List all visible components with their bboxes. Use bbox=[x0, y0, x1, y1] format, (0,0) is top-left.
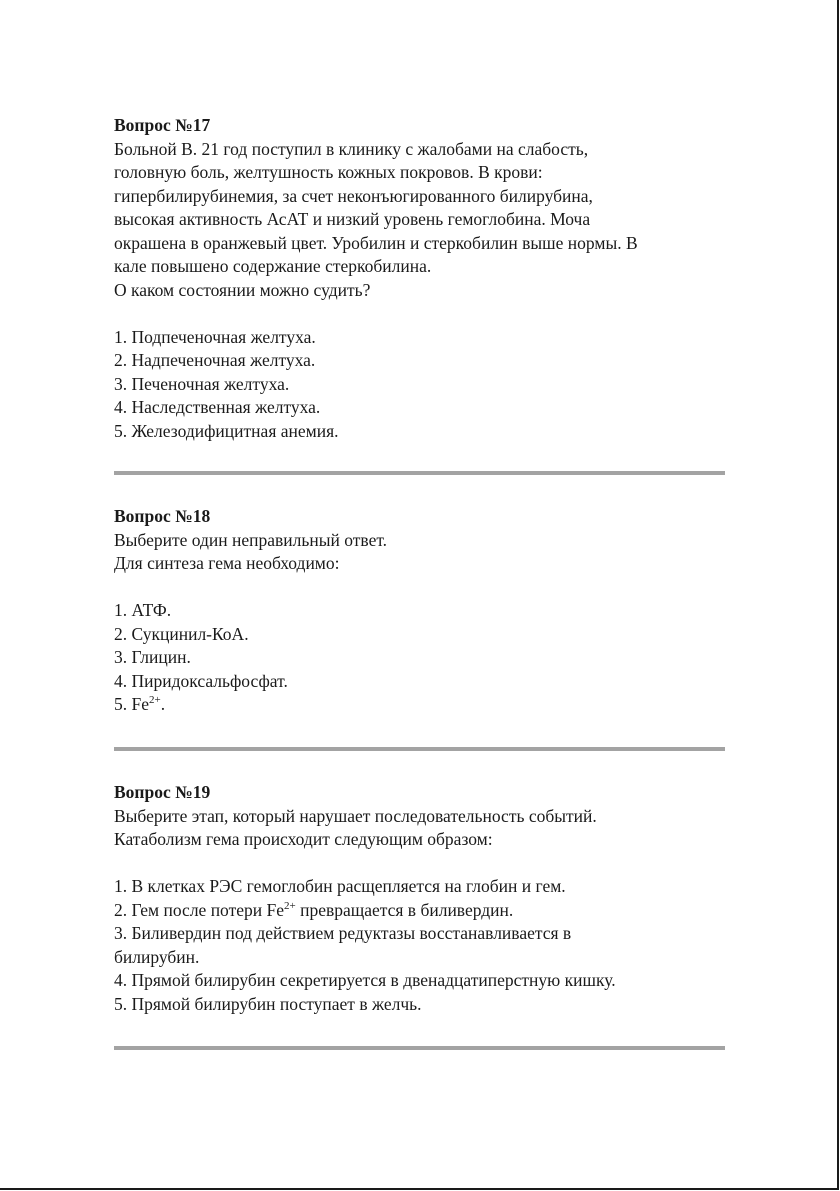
option-text: 5. Fe bbox=[114, 694, 149, 714]
question-19 bbox=[114, 781, 734, 1016]
question-text-line: Выберите один неправильный ответ. bbox=[114, 529, 388, 550]
superscript-charge: 2+ bbox=[149, 694, 161, 706]
question-text-line: головную боль, желтушность кожных покровов. В крови: bbox=[114, 162, 543, 182]
answer-option[interactable]: 2. Надпеченочная желтуха. bbox=[114, 350, 316, 370]
option-text: билирубин. bbox=[114, 946, 200, 967]
question-prompt: Для синтеза гема необходимо: bbox=[114, 553, 340, 573]
answer-option[interactable]: 1. Подпеченочная желтуха. bbox=[114, 326, 316, 347]
question-title: Вопрос №17 bbox=[114, 115, 211, 135]
question-text-line: Больной В. 21 год поступил в клинику с жалобами на слабость, bbox=[114, 138, 589, 159]
question-text-line: высокая активность АсАТ и низкий уровень гемоглобина. Моча bbox=[114, 209, 591, 229]
section-divider bbox=[114, 471, 725, 475]
option-text: превращается в биливердин. bbox=[295, 899, 514, 920]
question-title: Вопрос №18 bbox=[114, 506, 211, 526]
answer-option[interactable] bbox=[114, 899, 734, 923]
section-divider bbox=[114, 1046, 725, 1050]
question-text-line: окрашена в оранжевый цвет. Уробилин и стеркобилин выше нормы. В bbox=[114, 232, 638, 253]
question-text-line: кале повышено содержание стеркобилина. bbox=[114, 256, 432, 276]
answer-option[interactable]: 3. Глицин. bbox=[114, 647, 191, 667]
option-text: . bbox=[160, 694, 166, 714]
answer-option[interactable]: 4. Пиридоксальфосфат. bbox=[114, 670, 288, 691]
question-prompt: Катаболизм гема происходит следующим образом: bbox=[114, 829, 493, 849]
question-18 bbox=[114, 505, 734, 717]
answer-option[interactable]: 3. Печеночная желтуха. bbox=[114, 373, 290, 394]
superscript-charge: 2+ bbox=[283, 899, 296, 912]
option-text: 3. Биливердин под действием редуктазы восстанавливается в bbox=[114, 923, 572, 943]
question-title: Вопрос №19 bbox=[114, 782, 211, 802]
answer-option[interactable]: 5. Прямой билирубин поступает в желчь. bbox=[114, 993, 422, 1014]
option-text: 2. Гем после потери Fe bbox=[114, 899, 284, 920]
answer-option[interactable]: 1. В клетках РЭС гемоглобин расщепляется на глобин и гем. bbox=[114, 876, 566, 896]
question-prompt: О каком состоянии можно судить? bbox=[114, 279, 371, 300]
answer-option[interactable]: 1. АТФ. bbox=[114, 600, 172, 620]
section-divider bbox=[114, 747, 725, 751]
answer-option[interactable] bbox=[114, 922, 734, 969]
answer-option[interactable]: 4. Наследственная желтуха. bbox=[114, 397, 321, 417]
question-17 bbox=[114, 114, 734, 443]
question-text-line: гипербилирубинемия, за счет неконъюгированного билирубина, bbox=[114, 185, 593, 206]
question-text-line: Выберите этап, который нарушает последовательность событий. bbox=[114, 805, 597, 826]
answer-option[interactable] bbox=[114, 693, 734, 717]
answer-option[interactable]: 5. Железодифицитная анемия. bbox=[114, 420, 339, 441]
answer-option[interactable]: 4. Прямой билирубин секретируется в двенадцатиперстную кишку. bbox=[114, 970, 616, 990]
answer-option[interactable]: 2. Сукцинил-КоА. bbox=[114, 623, 249, 644]
